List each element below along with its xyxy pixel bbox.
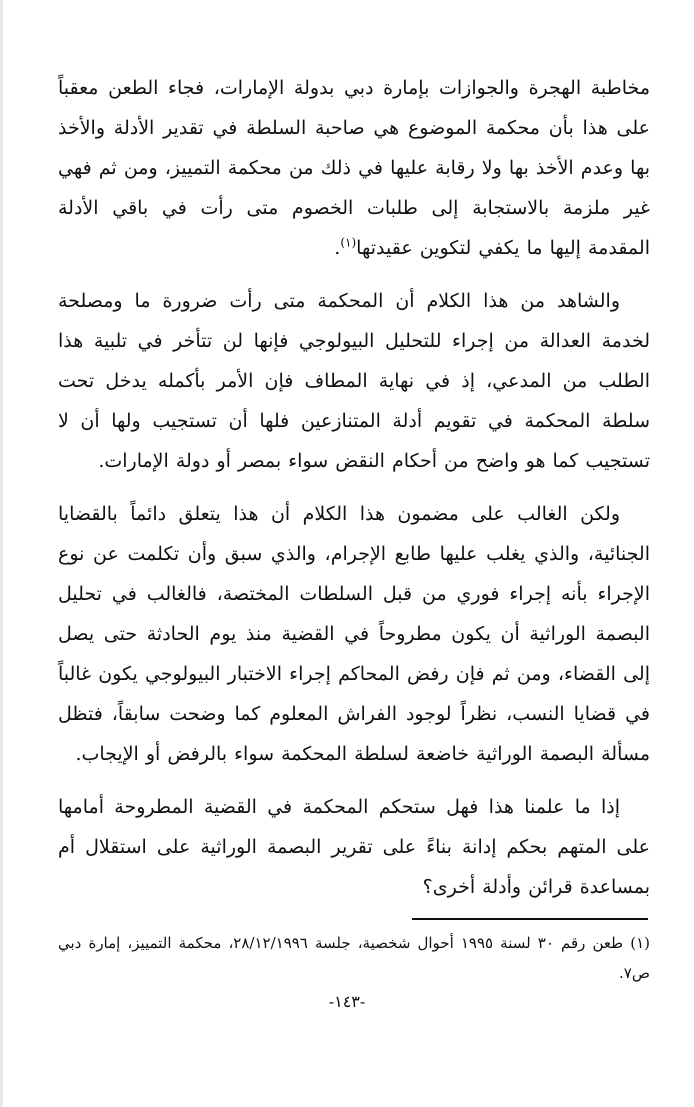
paragraph-3: ولكن الغالب على مضمون هذا الكلام أن هذا يتعلق دائماً بالقضايا الجنائية، والذي يغلب عليها طابع الإجرام، والذي سبق وأن تكلمت عن نوع الإجراء بأنه إجراء فوري من قبل السلطات المختصة، فالغالب في تحليل البصمة الوراثية أن يكون مطروحاً في القضية منذ يوم الحادثة حتى يصل إلى القضاء، ومن ثم فإن رفض المحاكم إجراء الاختبار البيولوجي يكون غالباً في قضايا النسب، نظراً لوجود الفراش المعلوم كما وضحت سابقاً، فتظل مسألة البصمة الوراثية خاضعة لسلطة المحكمة سواء بالرفض أو الإيجاب. [58,503,650,765]
paragraph-1-end: . [334,237,341,259]
footnote-divider [412,918,648,920]
paragraph-1 [58,68,650,268]
paragraph-4: إذا ما علمنا هذا فهل ستحكم المحكمة في القضية المطروحة أمامها على المتهم بحكم إدانة بناءً على تقرير البصمة الوراثية على استقلال أم بمساعدة قرائن وأدلة أخرى؟ [58,796,650,898]
paragraph-1-text: مخاطبة الهجرة والجوازات بإمارة دبي بدولة الإمارات، فجاء الطعن معقباً على هذا بأن محكمة الموضوع هي صاحبة السلطة في تقدير الأدلة والأخذ بها وعدم الأخذ بها ولا رقابة عليها في ذلك من محكمة التمييز، ومن ثم فهي غير ملزمة بالاستجابة إلى طلبات الخصوم متى رأت في باقي الأدلة المقدمة إليها ما يكفي لتكوين عقيدتها [58,77,650,259]
page-body [58,68,650,907]
footnote: (١) طعن رقم ٣٠ لسنة ١٩٩٥ أحوال شخصية، جلسة ٢٨/١٢/١٩٩٦، محكمة التمييز، إمارة دبي ص٧. [58,934,650,982]
footnote-reference: (١) [340,235,357,250]
page-number: -١٤٣- [328,992,366,1011]
page-edge-shadow [0,0,3,1107]
paragraph-2: والشاهد من هذا الكلام أن المحكمة متى رأت ضرورة ما ومصلحة لخدمة العدالة من إجراء للتحليل البيولوجي فإنها لن تتأخر في تلبية هذا الطلب من المدعي، إذ في نهاية المطاف فإن الأمر بأكمله يدخل تحت سلطة المحكمة في تقويم أدلة المتنازعين فلها أن تستجيب ولها أن لا تستجيب كما هو واضح من أحكام النقض سواء بمصر أو دولة الإمارات. [58,290,650,472]
